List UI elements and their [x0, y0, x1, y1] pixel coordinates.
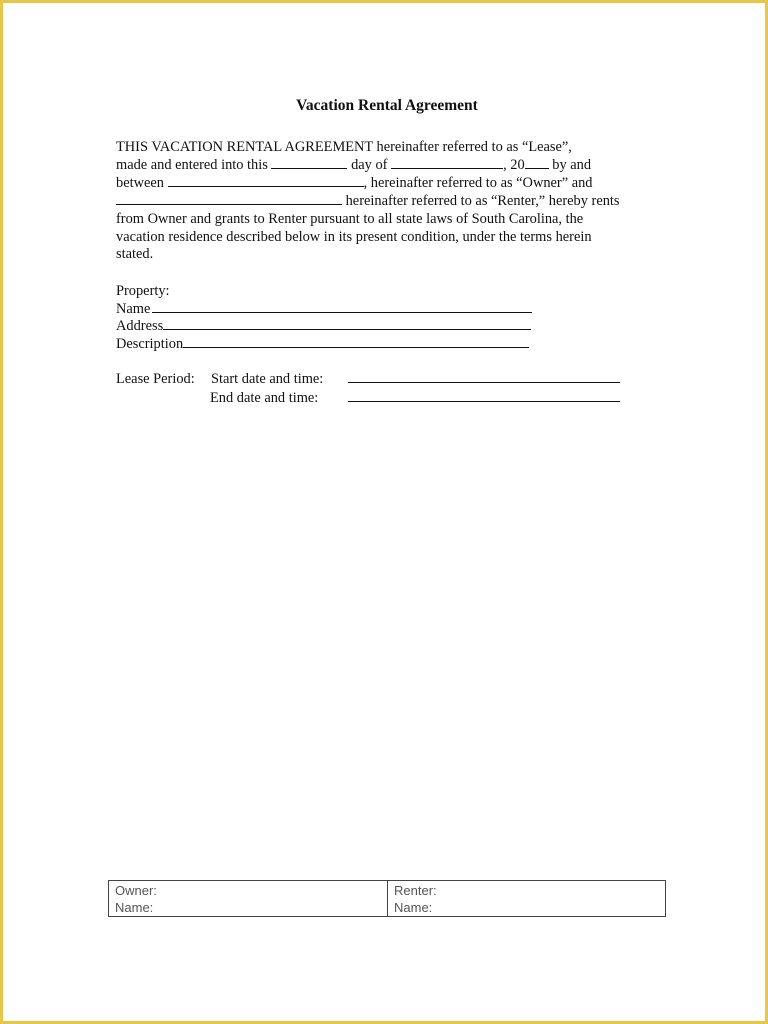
- property-name-blank[interactable]: [152, 300, 532, 313]
- owner-label: Owner:: [115, 883, 157, 898]
- property-address-blank[interactable]: [163, 317, 531, 330]
- property-heading: Property:: [116, 283, 170, 299]
- year-blank[interactable]: [525, 156, 549, 169]
- document-title: Vacation Rental Agreement: [296, 97, 478, 114]
- owner-name-blank[interactable]: [168, 174, 364, 187]
- end-date-label: End date and time:: [210, 390, 319, 406]
- start-date-label: Start date and time:: [211, 371, 324, 387]
- renter-cell[interactable]: [388, 881, 666, 917]
- month-blank[interactable]: [391, 156, 503, 169]
- signature-table: [108, 880, 666, 917]
- intro-line-2: [116, 156, 591, 174]
- property-description-label: Description: [116, 336, 184, 352]
- property-address-row: [116, 317, 531, 335]
- day-blank[interactable]: [271, 156, 347, 169]
- intro-text: by and: [552, 157, 592, 173]
- renter-label: Renter:: [394, 883, 437, 898]
- intro-text: , hereinafter referred to as “Owner” and: [363, 175, 593, 191]
- intro-text: stated.: [116, 246, 154, 262]
- end-date-row: [348, 389, 620, 407]
- intro-text: vacation residence described below in its present condition, under the terms herein: [116, 229, 592, 245]
- intro-line-4: [116, 192, 620, 210]
- intro-text: from Owner and grants to Renter pursuant to all state laws of South Carolina, the: [116, 211, 584, 227]
- intro-line-5: [116, 210, 583, 228]
- intro-text: made and entered into this: [116, 157, 268, 173]
- property-name-row: [116, 300, 532, 318]
- intro-text: , 20: [503, 157, 525, 173]
- start-date-row: [348, 370, 620, 388]
- lease-period-label: Lease Period:: [116, 371, 195, 387]
- intro-text: THIS VACATION RENTAL AGREEMENT hereinafter referred to as “Lease”,: [116, 139, 572, 155]
- intro-text: between: [116, 175, 164, 191]
- end-date-blank[interactable]: [348, 389, 620, 402]
- intro-line-7: [116, 245, 153, 263]
- intro-line-3: [116, 174, 592, 192]
- property-address-label: Address: [116, 318, 164, 334]
- renter-name-blank[interactable]: [116, 192, 342, 205]
- intro-line-6: [116, 228, 592, 246]
- property-description-blank[interactable]: [183, 335, 529, 348]
- intro-text: day of: [351, 157, 388, 173]
- intro-line-1: [116, 138, 572, 156]
- intro-text: hereinafter referred to as “Renter,” hereby rents: [345, 193, 620, 209]
- property-name-label: Name: [116, 301, 151, 317]
- owner-cell[interactable]: [109, 881, 388, 917]
- owner-name-label: Name:: [115, 900, 154, 915]
- property-description-row: [116, 335, 529, 353]
- renter-name-label: Name:: [394, 900, 433, 915]
- start-date-blank[interactable]: [348, 370, 620, 383]
